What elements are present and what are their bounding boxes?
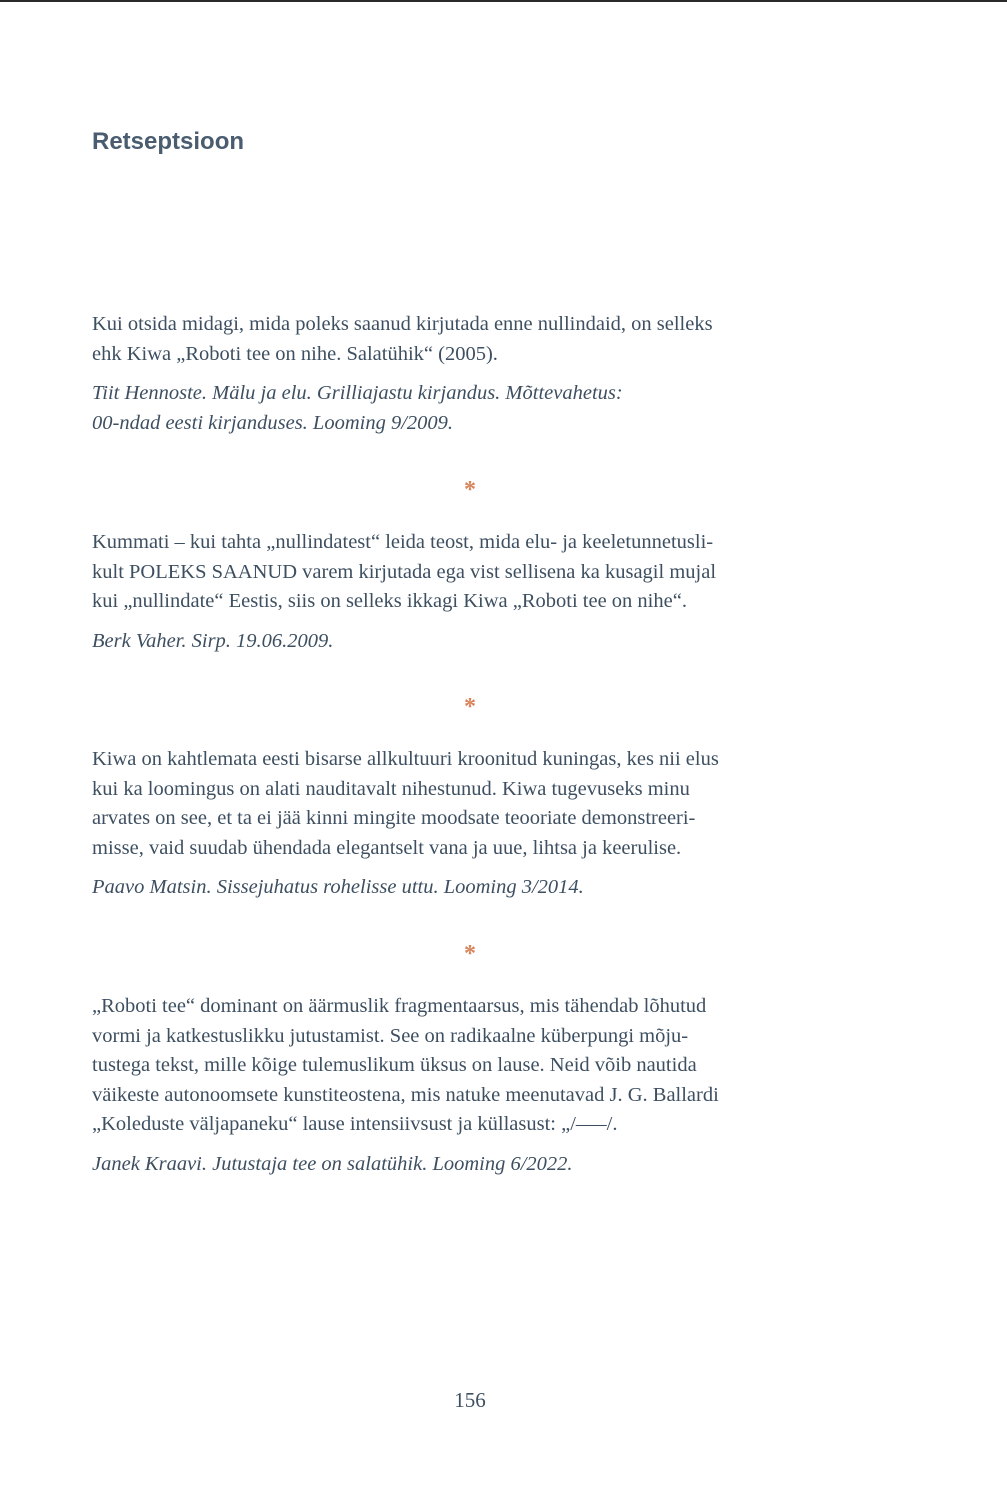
- source-line: 00-ndad eesti kirjanduses. Looming 9/2009.: [92, 411, 454, 434]
- review-section-4: [92, 992, 852, 1179]
- asterisk-separator: *: [464, 477, 476, 503]
- source-line: Tiit Hennoste. Mälu ja elu. Grilliajastu kirjandus. Mõttevahetus:: [92, 382, 623, 404]
- source-line: Paavo Matsin. Sissejuhatus rohelisse uttu. Looming 3/2014.: [92, 876, 584, 898]
- quote-line: „Koleduste väljapaneku“ lause intensiivsust ja küllasust: „/–––/.: [92, 1113, 618, 1135]
- top-border: [0, 0, 1007, 2]
- quote-line: kui ka loomingus on alati nauditavalt nihestunud. Kiwa tugevuseks minu: [92, 777, 690, 800]
- source-line: Janek Kraavi. Jutustaja tee on salatühik. Looming 6/2022.: [92, 1152, 573, 1175]
- quote-line: misse, vaid suudab ühendada elegantselt vana ja uue, lihtsa ja keerulise.: [92, 836, 682, 859]
- review-quote: [92, 992, 852, 1140]
- review-source: [92, 379, 852, 438]
- quote-line: Kui otsida midagi, mida poleks saanud kirjutada enne nullindaid, on selleks: [92, 313, 713, 335]
- review-quote: [92, 310, 852, 369]
- quote-line: väikeste autonoomsete kunstiteostena, mis natuke meenutavad J. G. Ballardi: [92, 1083, 719, 1106]
- quote-line: kui „nullindate“ Eestis, siis on selleks ikkagi Kiwa „Roboti tee on nihe“.: [92, 590, 687, 612]
- review-quote: [92, 528, 852, 617]
- quote-line: ehk Kiwa „Roboti tee on nihe. Salatühik“ (2005).: [92, 342, 498, 365]
- source-line: Berk Vaher. Sirp. 19.06.2009.: [92, 629, 334, 652]
- quote-line: arvates on see, et ta ei jää kinni mingite moodsate teooriate demonstreeri-: [92, 807, 696, 829]
- page-number: 156: [454, 1388, 486, 1412]
- review-section-3: [92, 745, 852, 903]
- page-heading: Retseptsioon: [92, 128, 245, 155]
- asterisk-separator: *: [464, 941, 476, 967]
- review-source: [92, 627, 852, 657]
- asterisk-separator: *: [464, 694, 476, 720]
- quote-line: Kiwa on kahtlemata eesti bisarse allkultuuri kroonitud kuningas, kes nii elus: [92, 748, 719, 770]
- quote-line: tustega tekst, mille kõige tulemuslikum üksus on lause. Neid võib nautida: [92, 1054, 697, 1076]
- review-section-1: [92, 310, 852, 438]
- review-source: [92, 873, 852, 903]
- review-quote: [92, 745, 852, 863]
- quote-line: kult POLEKS SAANUD varem kirjutada ega vist sellisena ka kusagil mujal: [92, 560, 717, 583]
- quote-line: vormi ja katkestuslikku jutustamist. See on radikaalne küberpungi mõju-: [92, 1024, 689, 1047]
- quote-line: „Roboti tee“ dominant on äärmuslik fragmentaarsus, mis tähendab lõhutud: [92, 995, 707, 1017]
- quote-line: Kummati – kui tahta „nullindatest“ leida teost, mida elu- ja keeletunnetusli-: [92, 531, 714, 553]
- review-section-2: [92, 528, 852, 656]
- review-source: [92, 1150, 852, 1180]
